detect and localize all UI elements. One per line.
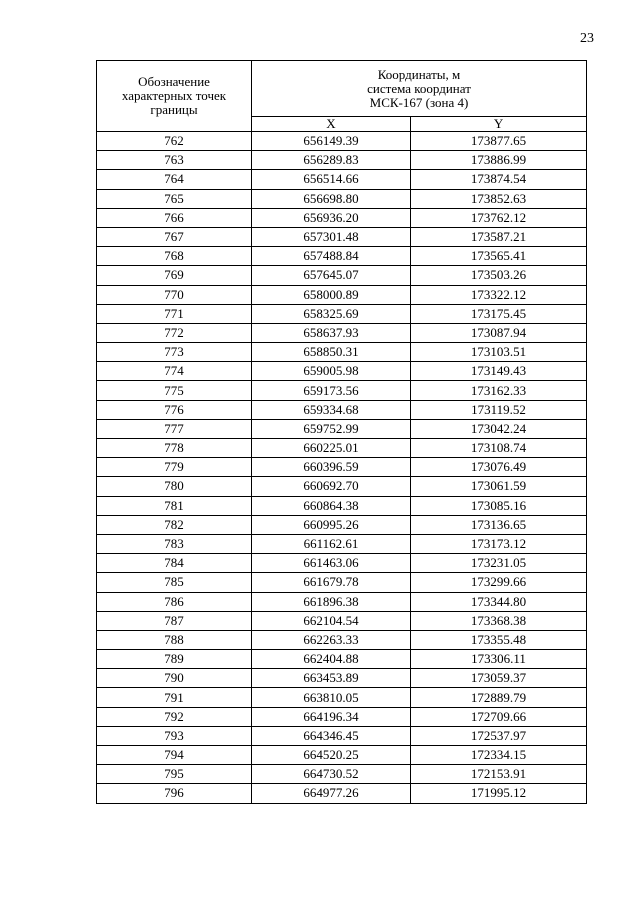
x-coordinate-cell: 659005.98 <box>252 362 411 381</box>
x-coordinate-cell: 656149.39 <box>252 132 411 151</box>
y-coordinate-cell: 173042.24 <box>411 419 587 438</box>
table-row <box>97 650 587 669</box>
y-coordinate-cell: 173877.65 <box>411 132 587 151</box>
y-coordinate-cell: 171995.12 <box>411 784 587 803</box>
x-coordinate-cell: 661463.06 <box>252 554 411 573</box>
table-row <box>97 477 587 496</box>
table-row <box>97 285 587 304</box>
table-row <box>97 688 587 707</box>
x-coordinate-cell: 664977.26 <box>252 784 411 803</box>
point-id-cell: 765 <box>97 189 252 208</box>
table-row <box>97 419 587 438</box>
table-row <box>97 170 587 189</box>
point-id-cell: 791 <box>97 688 252 707</box>
point-id-cell: 792 <box>97 707 252 726</box>
y-coordinate-cell: 173344.80 <box>411 592 587 611</box>
table-row <box>97 132 587 151</box>
point-id-cell: 775 <box>97 381 252 400</box>
point-id-cell: 780 <box>97 477 252 496</box>
x-coordinate-cell: 664346.45 <box>252 726 411 745</box>
point-id-cell: 774 <box>97 362 252 381</box>
point-id-cell: 766 <box>97 208 252 227</box>
x-coordinate-cell: 658325.69 <box>252 304 411 323</box>
point-id-cell: 771 <box>97 304 252 323</box>
y-coordinate-cell: 173059.37 <box>411 669 587 688</box>
point-id-cell: 769 <box>97 266 252 285</box>
header-y: Y <box>411 117 587 132</box>
table-row <box>97 534 587 553</box>
x-coordinate-cell: 662404.88 <box>252 650 411 669</box>
coordinates-table <box>96 60 587 804</box>
header-coords-line: система координат <box>367 80 471 96</box>
table-row <box>97 592 587 611</box>
point-id-cell: 790 <box>97 669 252 688</box>
table-body <box>97 132 587 804</box>
x-coordinate-cell: 660995.26 <box>252 515 411 534</box>
y-coordinate-cell: 173852.63 <box>411 189 587 208</box>
x-coordinate-cell: 656936.20 <box>252 208 411 227</box>
y-coordinate-cell: 173108.74 <box>411 439 587 458</box>
point-id-cell: 784 <box>97 554 252 573</box>
table-row <box>97 707 587 726</box>
table-row <box>97 208 587 227</box>
table-row <box>97 726 587 745</box>
y-coordinate-cell: 173503.26 <box>411 266 587 285</box>
point-id-cell: 782 <box>97 515 252 534</box>
x-coordinate-cell: 661679.78 <box>252 573 411 592</box>
y-coordinate-cell: 172889.79 <box>411 688 587 707</box>
x-coordinate-cell: 659752.99 <box>252 419 411 438</box>
x-coordinate-cell: 658850.31 <box>252 343 411 362</box>
y-coordinate-cell: 172153.91 <box>411 765 587 784</box>
table-row <box>97 304 587 323</box>
header-point-designation <box>97 61 252 132</box>
x-coordinate-cell: 664520.25 <box>252 746 411 765</box>
x-coordinate-cell: 657301.48 <box>252 227 411 246</box>
table-row <box>97 784 587 803</box>
x-coordinate-cell: 656514.66 <box>252 170 411 189</box>
table-row <box>97 343 587 362</box>
point-id-cell: 773 <box>97 343 252 362</box>
x-coordinate-cell: 662263.33 <box>252 630 411 649</box>
y-coordinate-cell: 173322.12 <box>411 285 587 304</box>
y-coordinate-cell: 173886.99 <box>411 151 587 170</box>
table-header <box>97 61 587 132</box>
point-id-cell: 783 <box>97 534 252 553</box>
y-coordinate-cell: 173162.33 <box>411 381 587 400</box>
x-coordinate-cell: 656289.83 <box>252 151 411 170</box>
y-coordinate-cell: 173149.43 <box>411 362 587 381</box>
table-row <box>97 323 587 342</box>
point-id-cell: 789 <box>97 650 252 669</box>
y-coordinate-cell: 172334.15 <box>411 746 587 765</box>
x-coordinate-cell: 661896.38 <box>252 592 411 611</box>
point-id-cell: 785 <box>97 573 252 592</box>
point-id-cell: 762 <box>97 132 252 151</box>
point-id-cell: 770 <box>97 285 252 304</box>
x-coordinate-cell: 659173.56 <box>252 381 411 400</box>
header-label-line: Обозначение <box>138 74 210 89</box>
point-id-cell: 781 <box>97 496 252 515</box>
x-coordinate-cell: 660864.38 <box>252 496 411 515</box>
x-coordinate-cell: 658637.93 <box>252 323 411 342</box>
x-coordinate-cell: 663810.05 <box>252 688 411 707</box>
x-coordinate-cell: 657488.84 <box>252 247 411 266</box>
header-coords-line: Координаты, м <box>377 66 461 82</box>
point-id-cell: 779 <box>97 458 252 477</box>
x-coordinate-cell: 664730.52 <box>252 765 411 784</box>
point-id-cell: 788 <box>97 630 252 649</box>
y-coordinate-cell: 173175.45 <box>411 304 587 323</box>
y-coordinate-cell: 172537.97 <box>411 726 587 745</box>
header-coordinates <box>252 61 587 117</box>
y-coordinate-cell: 173306.11 <box>411 650 587 669</box>
point-id-cell: 787 <box>97 611 252 630</box>
table-row <box>97 496 587 515</box>
x-coordinate-cell: 662104.54 <box>252 611 411 630</box>
x-coordinate-cell: 663453.89 <box>252 669 411 688</box>
y-coordinate-cell: 173874.54 <box>411 170 587 189</box>
x-coordinate-cell: 658000.89 <box>252 285 411 304</box>
table-row <box>97 630 587 649</box>
table-row <box>97 362 587 381</box>
table-row <box>97 189 587 208</box>
table-row <box>97 151 587 170</box>
table-row <box>97 227 587 246</box>
y-coordinate-cell: 173587.21 <box>411 227 587 246</box>
point-id-cell: 763 <box>97 151 252 170</box>
table-row <box>97 400 587 419</box>
header-label-line: характерных точек <box>121 88 227 103</box>
table-row <box>97 669 587 688</box>
y-coordinate-cell: 173173.12 <box>411 534 587 553</box>
table-row <box>97 266 587 285</box>
table-row <box>97 439 587 458</box>
point-id-cell: 764 <box>97 170 252 189</box>
x-coordinate-cell: 656698.80 <box>252 189 411 208</box>
x-coordinate-cell: 659334.68 <box>252 400 411 419</box>
y-coordinate-cell: 173085.16 <box>411 496 587 515</box>
y-coordinate-cell: 173299.66 <box>411 573 587 592</box>
point-id-cell: 768 <box>97 247 252 266</box>
x-coordinate-cell: 660692.70 <box>252 477 411 496</box>
table-row <box>97 611 587 630</box>
y-coordinate-cell: 173231.05 <box>411 554 587 573</box>
y-coordinate-cell: 173087.94 <box>411 323 587 342</box>
y-coordinate-cell: 173565.41 <box>411 247 587 266</box>
header-coords-line: МСК-167 (зона 4) <box>369 94 469 110</box>
point-id-cell: 793 <box>97 726 252 745</box>
y-coordinate-cell: 173061.59 <box>411 477 587 496</box>
y-coordinate-cell: 173103.51 <box>411 343 587 362</box>
y-coordinate-cell: 173119.52 <box>411 400 587 419</box>
y-coordinate-cell: 173355.48 <box>411 630 587 649</box>
point-id-cell: 795 <box>97 765 252 784</box>
point-id-cell: 767 <box>97 227 252 246</box>
table-row <box>97 247 587 266</box>
table-row <box>97 746 587 765</box>
page-number: 23 <box>580 31 594 46</box>
point-id-cell: 772 <box>97 323 252 342</box>
point-id-cell: 796 <box>97 784 252 803</box>
table-row <box>97 515 587 534</box>
x-coordinate-cell: 660396.59 <box>252 458 411 477</box>
table-row <box>97 458 587 477</box>
point-id-cell: 777 <box>97 419 252 438</box>
x-coordinate-cell: 660225.01 <box>252 439 411 458</box>
table-row <box>97 765 587 784</box>
header-x: X <box>252 117 411 132</box>
y-coordinate-cell: 173136.65 <box>411 515 587 534</box>
point-id-cell: 776 <box>97 400 252 419</box>
point-id-cell: 786 <box>97 592 252 611</box>
table-row <box>97 381 587 400</box>
table-row <box>97 554 587 573</box>
y-coordinate-cell: 173368.38 <box>411 611 587 630</box>
x-coordinate-cell: 661162.61 <box>252 534 411 553</box>
x-coordinate-cell: 657645.07 <box>252 266 411 285</box>
point-id-cell: 794 <box>97 746 252 765</box>
table-row <box>97 573 587 592</box>
y-coordinate-cell: 173076.49 <box>411 458 587 477</box>
x-coordinate-cell: 664196.34 <box>252 707 411 726</box>
point-id-cell: 778 <box>97 439 252 458</box>
header-label-line: границы <box>150 102 198 117</box>
y-coordinate-cell: 172709.66 <box>411 707 587 726</box>
y-coordinate-cell: 173762.12 <box>411 208 587 227</box>
